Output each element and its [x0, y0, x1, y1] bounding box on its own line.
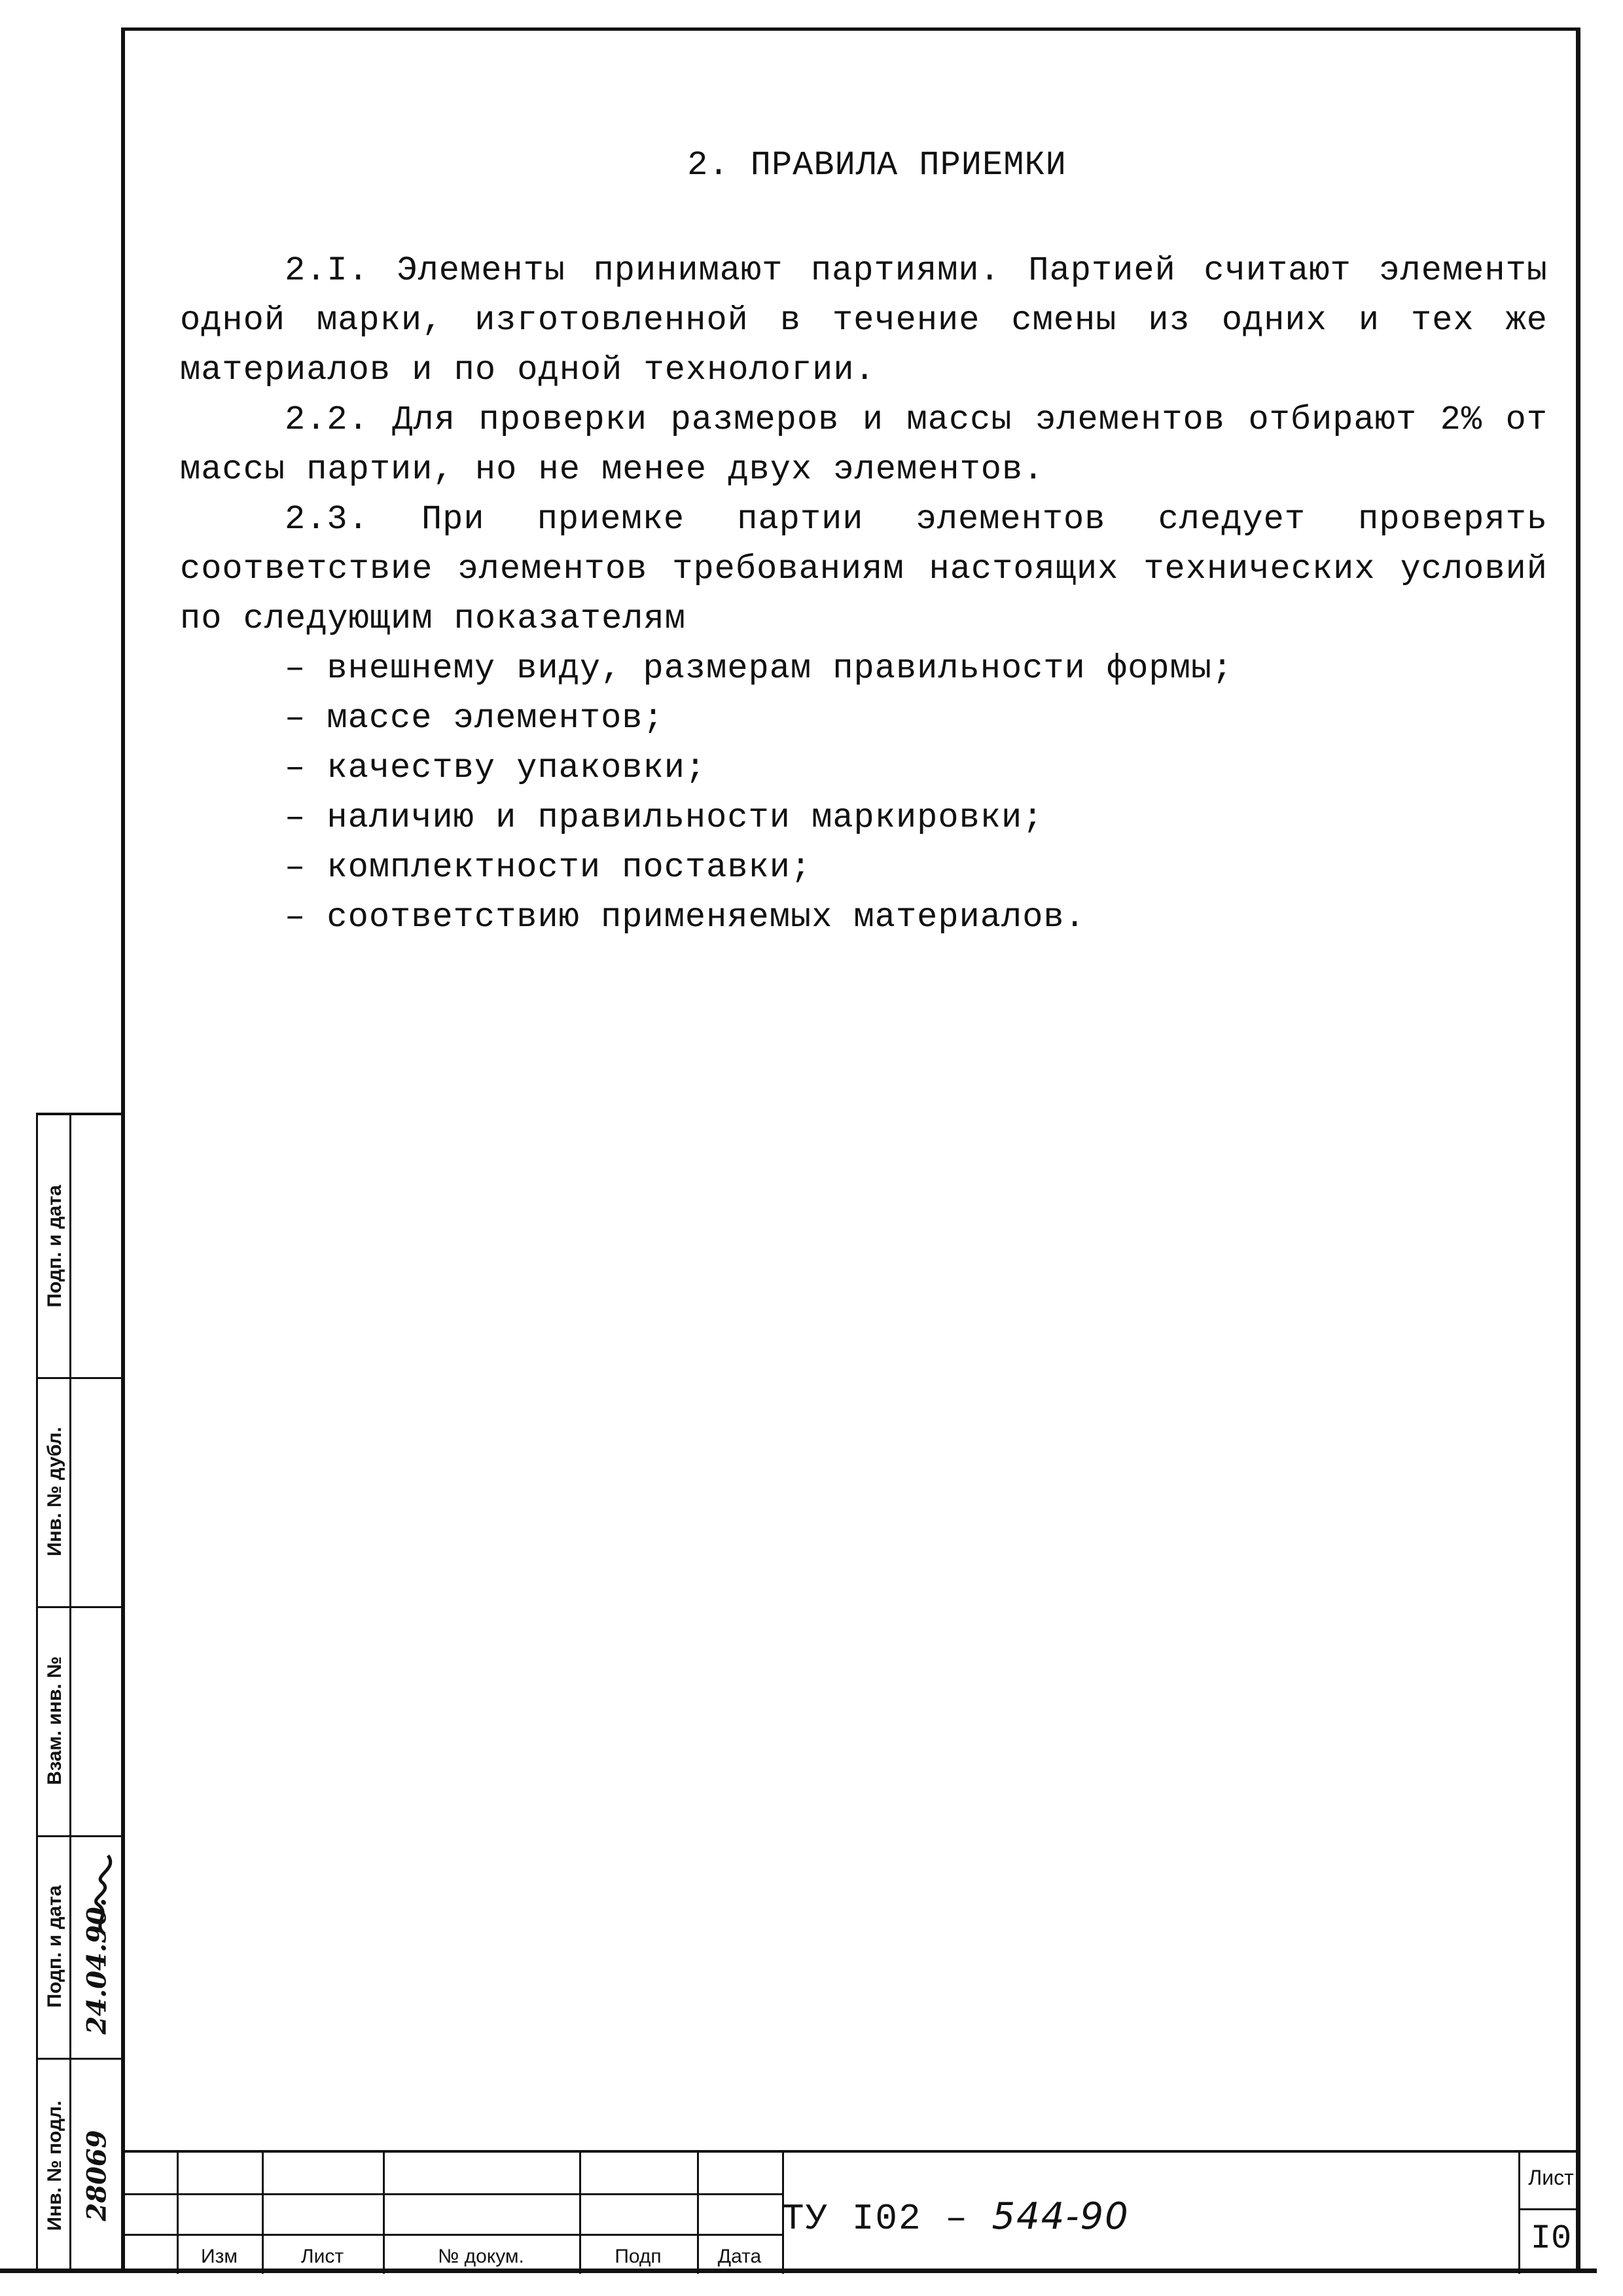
title-block: [121, 2150, 1580, 2271]
list-item: – качеству упаковки;: [285, 744, 1548, 793]
column-doc-number-label: № докум.: [438, 2246, 524, 2267]
list-item: – соответствию применяемых материалов.: [285, 893, 1548, 942]
replaced-inventory-label: Взам. инв. №: [44, 1656, 65, 1785]
signature-date-label: Подп. и дата: [44, 1185, 65, 1308]
margin-stamp: [36, 1113, 121, 2271]
paragraph-2-1: 2.I. Элементы принимают партиями. Партией считают элементы одной марки, изготовленной в течение смены из одних и тех же материалов и по одной технологии.: [180, 251, 1548, 389]
list-item: – комплектности поставки;: [285, 843, 1548, 893]
sheet-number: I0: [1530, 2219, 1572, 2258]
list-item: – внешнему виду, размерам правильности формы;: [285, 644, 1548, 694]
sheet-label: Лист: [1528, 2166, 1574, 2189]
paragraph-2-3: 2.3. При приемке партии элементов следует проверять соответствие элементов требованиям настоящих технических условий по следующим показателям: [180, 500, 1548, 638]
acceptance-criteria-list: [180, 644, 1548, 942]
column-change-label: Изм: [201, 2246, 238, 2267]
list-item: – массе элементов;: [285, 694, 1548, 744]
duplicate-inventory-label: Инв. № дубл.: [44, 1427, 65, 1556]
column-sheet-label: Лист: [300, 2246, 344, 2267]
signature-mark: [85, 1852, 124, 1937]
handwritten-date: 24.04.90.: [81, 1897, 113, 2035]
document-body: [180, 141, 1548, 942]
column-date-label: Дата: [717, 2246, 762, 2267]
document-code-handwritten: 544-90: [991, 2195, 1130, 2238]
paragraph-2-2: 2.2. Для проверки размеров и массы элементов отбирают 2% от массы партии, но не менее двух элементов.: [180, 401, 1548, 489]
signature-date-label-2: Подп. и дата: [44, 1885, 65, 2008]
column-signature-label: Подп: [615, 2246, 662, 2267]
handwritten-inventory-number: 28069: [81, 2130, 113, 2221]
list-item: – наличию и правильности маркировки;: [285, 793, 1548, 843]
document-code: ТУ I02 – 544-90: [782, 2195, 1130, 2240]
original-inventory-label: Инв. № подл.: [44, 2100, 65, 2231]
section-heading: 2. ПРАВИЛА ПРИЕМКИ: [687, 146, 1067, 185]
